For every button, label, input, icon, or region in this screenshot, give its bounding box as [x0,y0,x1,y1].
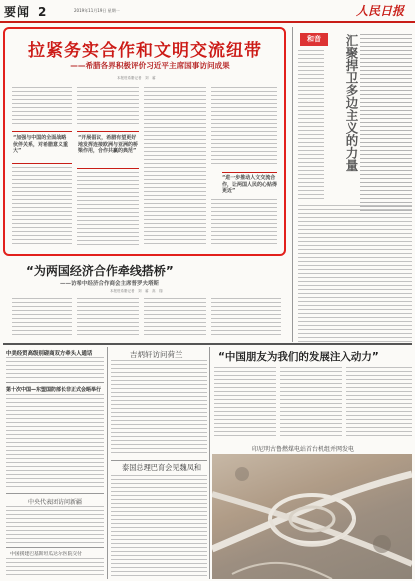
lead-subheadline: ——希腊各界积极评价习近平主席国事访问成果 [70,61,230,70]
feature-body-col2 [280,367,342,439]
middle-body-1 [111,360,207,456]
section-title: 要闻 2 [4,5,48,19]
brief-body-4 [6,558,104,578]
column-divider [107,347,108,579]
lead-body-col1b [12,167,72,247]
brief-headline-4[interactable]: 中国援建巴基斯坦瓜达尔医院交付 [10,552,82,557]
commentary-body-b [360,34,412,214]
column-divider [292,27,293,342]
second-body-col1 [12,298,72,338]
brief-headline-3[interactable]: 中央代表团访问新疆 [28,499,83,506]
pull-quote-1: “加强与中国的全面战略伙伴关系，对希腊意义重大” [13,135,69,154]
brief-divider [6,382,104,383]
middle-headline-1[interactable]: 吉炳轩访问荷兰 [130,350,183,359]
commentary-body-c [298,205,412,342]
second-subheadline: ——访希中经济合作商会主席普罗夫塔斯 [60,281,160,287]
photo-caption: 印尼明古鲁燃煤电站首台机组并网发电 [252,446,355,453]
lead-body-col2a [77,87,139,127]
pull-quote-rule [12,131,72,132]
pull-quote-rule [222,172,277,173]
header-rule [0,21,415,23]
brief-divider [6,493,104,494]
lead-body-col2b [77,172,139,247]
masthead-logo: 人民日报 [356,4,405,18]
page-header [0,0,415,22]
commentary-title[interactable]: 汇聚捍卫多边主义的力量 [344,34,359,172]
column-divider [209,347,210,579]
second-byline: 本报驻希腊记者 刘 睿 高 翔 [110,289,163,293]
pull-quote-rule [77,168,139,169]
commentary-tag: 和音 [300,33,328,46]
lead-body-col3 [144,87,206,247]
feature-headline[interactable]: “中国朋友为我们的发展注入动力” [218,351,379,363]
pull-quote-2: “开展倡议，希腊有望更好地发挥连接欧洲与亚洲的桥梁作用，合作共赢的典范” [78,135,139,154]
issue-date: 2019年11月19日 星期一 [74,8,120,13]
pull-quote-3: “进一步推动人文交流合作，让两国人民的心贴得更近” [222,175,278,194]
second-body-col4 [211,298,281,338]
second-headline[interactable]: “为两国经济合作牵线搭桥” [26,264,174,278]
second-body-col3 [144,298,206,338]
middle-body-2 [111,475,207,578]
lead-body-col4a [211,87,277,167]
brief-headline-1[interactable]: 中美经贸高级别磋商双方牵头人通话 [6,351,93,357]
feature-body-col1 [214,367,276,439]
pull-quote-rule [12,163,72,164]
brief-body-1 [6,357,104,379]
middle-headline-2[interactable]: 泰国总理巴育会见魏凤和 [122,463,202,472]
lead-body-col1a [12,87,72,127]
commentary-body-a [298,50,324,200]
highway-interchange-photo[interactable] [212,454,412,579]
brief-divider [6,547,104,548]
lead-headline[interactable]: 拉紧务实合作和文明交流纽带 [28,41,262,61]
interchange-illustration [212,454,412,579]
lead-body-col4b [211,199,277,247]
middle-divider [111,460,207,461]
section-divider [3,343,412,345]
brief-body-2 [6,394,104,490]
brief-headline-2[interactable]: 第十次中国—东盟国防部长非正式会晤举行 [6,387,102,393]
brief-body-3 [6,506,104,544]
lead-byline: 本报驻希腊记者 刘 睿 [117,76,156,80]
pull-quote-rule [77,131,139,132]
feature-body-col3 [346,367,412,439]
second-body-col2 [77,298,139,338]
